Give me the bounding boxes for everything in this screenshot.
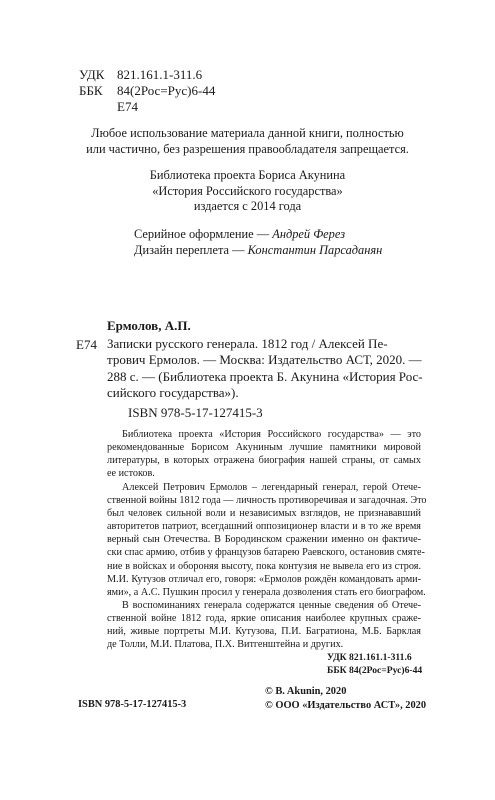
cover-design-credit xyxy=(134,243,382,259)
annotation-line: был человек сильной воли и независимых взглядов, не признававший xyxy=(107,508,421,520)
description-line: трович Ермолов. — Москва: Издательство АСТ, 2020. — xyxy=(107,352,422,368)
annotation-line: верный сын Отечества. В Бородинском сражении именно он фактиче- xyxy=(107,534,421,546)
description-line: сийского государства»). xyxy=(107,385,239,401)
bbk-row xyxy=(79,83,215,99)
series-line: «История Российского государства» xyxy=(152,183,343,198)
udk-label: УДК xyxy=(79,67,105,82)
footer-codes xyxy=(327,651,422,677)
catalog-isbn: ISBN 978-5-17-127415-3 xyxy=(128,405,263,420)
series-design-label: Серийное оформление — xyxy=(134,227,273,241)
rights-line: Любое использование материала данной книги, полностью xyxy=(91,126,404,140)
copyright-block xyxy=(265,685,426,712)
udk-value: 821.161.1-311.6 xyxy=(117,67,203,82)
annotation-line: авторитетов патриот, всегдашний оппозиционер власти и в то же время xyxy=(107,521,421,533)
description-line: 288 с. — (Библиотека проекта Б. Акунина «История Рос- xyxy=(107,368,423,384)
rights-line: или частично, без разрешения правообладателя запрещается. xyxy=(86,141,409,156)
annotation-line: ями», а А.С. Пушкин просил у генерала дозволения стать его биографом. xyxy=(107,586,426,598)
series-info xyxy=(0,168,495,215)
series-line: Библиотека проекта Бориса Акунина xyxy=(149,168,346,182)
copyright-author: © B. Akunin, 2020 xyxy=(265,686,347,697)
author-heading: Ермолов, А.П. xyxy=(107,318,191,333)
annotation-line: ски спас армию, отбив у французов батарею Раевского, остановив смяте- xyxy=(107,547,425,559)
rights-notice xyxy=(0,126,495,157)
annotation-paragraph-3 xyxy=(107,599,421,651)
author-index: Е74 xyxy=(117,99,138,114)
udk-row xyxy=(79,67,215,83)
annotation-line: ственной войны 1812 года — личность противоречивая и загадочная. Это xyxy=(107,495,427,507)
series-designer-name: Андрей Ферез xyxy=(272,227,346,241)
catalog-description xyxy=(107,336,421,402)
annotation-line: В воспоминаниях генерала содержатся ценные сведения об Отече- xyxy=(122,600,421,611)
cover-designer-name: Константин Парсаданян xyxy=(247,242,383,257)
annotation-paragraph-1 xyxy=(107,428,421,480)
annotation-line: ее истоков. xyxy=(107,468,155,480)
bbk-value: 84(2Рос=Рус)6-44 xyxy=(117,83,216,98)
annotation-line: ний, живые портреты М.И. Кутузова, П.И. Багратиона, М.Б. Барклая xyxy=(107,626,421,638)
annotation-line: литературы, в которых отражена биография нашей страны, от самых xyxy=(107,455,421,467)
bbk-label: ББК xyxy=(79,83,103,98)
shelf-mark: Е74 xyxy=(76,337,97,352)
annotation-line: Алексей Петрович Ермолов – легендарный генерал, герой Отече- xyxy=(122,482,421,493)
design-credits xyxy=(134,227,382,258)
annotation-line: рекомендованные Борисом Акуниным лучшие памятники мировой xyxy=(107,442,421,454)
copyright-publisher: © ООО «Издательство АСТ», 2020 xyxy=(265,699,427,711)
footer-udk: УДК 821.161.1-311.6 xyxy=(327,652,412,663)
cover-design-label: Дизайн переплета — xyxy=(134,242,248,257)
series-design-credit xyxy=(134,227,382,243)
description-line: Записки русского генерала. 1812 год / Алексей Пе- xyxy=(107,336,388,351)
annotation-line: ние в войсках и обороняя высоту, пока контузия не вывела его из строя. xyxy=(107,560,421,572)
footer-bbk: ББК 84(2Рос=Рус)6-44 xyxy=(327,665,423,676)
annotation-line: М.И. Кутузов отличал его, говоря: «Ермолов рождён командовать арми- xyxy=(107,573,421,585)
footer-isbn: ISBN 978-5-17-127415-3 xyxy=(78,699,187,710)
series-line: издается с 2014 года xyxy=(193,199,302,213)
annotation-paragraph-2 xyxy=(107,481,427,599)
classification-block xyxy=(79,67,215,115)
annotation-line: ственной войне 1812 года, яркие описания наиболее крупных сраже- xyxy=(107,613,421,625)
annotation-line: Библиотека проекта «История Российского государства» — это xyxy=(122,429,421,440)
annotation-line: де Толли, М.И. Платова, П.Х. Витгенштейна и других. xyxy=(107,639,344,651)
